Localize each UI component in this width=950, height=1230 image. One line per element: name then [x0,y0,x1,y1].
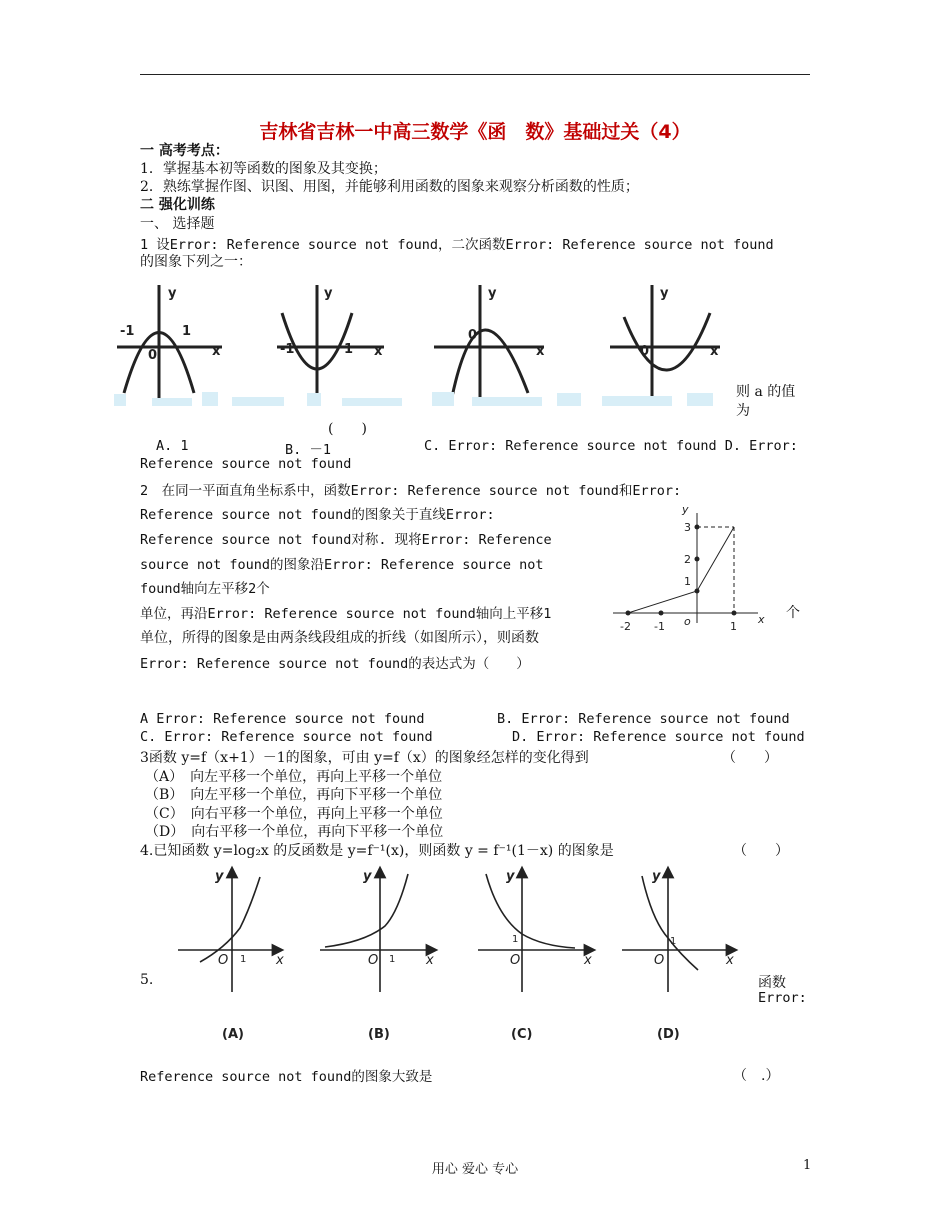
q4d-x: x [726,953,734,968]
q4a-y: y [215,869,224,884]
q2-line3: Reference source not found对称. 现将Error: Reference [140,532,552,548]
q2-fig-t1: 1 [684,575,691,588]
q3-opt-a: （A） 向左平移一个单位，再向上平移一个单位 [145,769,443,785]
q1-opt-cd: C. Error: Reference source not found D. Error: [424,438,798,454]
page-title: 吉林省吉林一中高三数学《函 数》基础过关（4） [259,121,691,143]
q2-fig-y: y [682,505,689,516]
q1a-pos1: 1 [182,324,192,339]
q1a-zero: 0 [148,348,158,363]
point-2: 2．熟练掌握作图、识图、用图，并能够利用函数的图象来观察分析函数的性质； [140,179,639,195]
q1b-neg1: -1 [280,342,295,357]
section2-heading: 二 强化训练 [140,197,215,213]
q5-tail1: 函数 [758,975,786,991]
q1d-x: x [710,344,719,359]
q4-graph-c [478,872,590,992]
section2-sub: 一、 选择题 [140,216,215,232]
q4c-x: x [584,953,592,968]
q2-opt-c: C. Error: Reference source not found [140,729,433,745]
q1-paren: ( ) [328,421,367,437]
header-rule [140,74,810,75]
q3-paren: （ ） [722,750,778,766]
q4d-o: O [654,953,665,968]
q1c-zero: 0 [468,328,478,343]
q4c-one: 1 [512,934,519,945]
q1b-y: y [324,286,333,301]
q2-opt-a: A Error: Reference source not found [140,711,425,727]
q1-tail2: 为 [736,403,750,419]
q1-opt-cont: Reference source not found [140,456,352,472]
q4b-o: O [368,953,379,968]
q5-tail2: Error: [758,990,807,1006]
footer-text: 用心 爱心 专心 [431,1162,519,1177]
q1-line2: 的图象下列之一： [140,254,252,270]
q2-line6: 单位，再沿Error: Reference source not found轴向上平移1 [140,606,552,622]
q1b-pos1: 1 [344,342,354,357]
q4-stem: 4.已知函数 y=log₂x 的反函数是 y=f⁻¹(x)，则函数 y = f⁻¹(1－x) 的图象是 [140,843,614,859]
q4d-caption: (D) [657,1027,680,1042]
q4b-y: y [363,869,372,884]
q2-fig-x1: 1 [730,620,737,633]
scan-artifact-band [112,388,727,406]
q1-graph-c [434,285,544,400]
page-number: 1 [803,1158,812,1173]
q3-opt-c: （C） 向右平移一个单位，再向上平移一个单位 [145,806,443,822]
q2-fig-t2: 2 [684,553,691,566]
q1b-x: x [374,344,383,359]
q4b-one: 1 [389,954,396,965]
q5-paren: （ .） [733,1068,780,1084]
q1c-x: x [536,344,545,359]
q1-opt-b: B. －1 [285,442,332,458]
q2-fig-x: x [758,613,765,626]
q4-graph-d [622,872,732,992]
q2-fig-xm1: -1 [654,620,665,633]
q4a-caption: (A) [222,1027,244,1042]
q4b-x: x [426,953,434,968]
q5-line: Reference source not found的图象大致是 [140,1069,433,1085]
q2-line4: source not found的图象沿Error: Reference source not [140,557,544,573]
q1-graph-a [117,285,222,400]
q4-paren: （ ） [733,843,789,859]
q4d-y: y [652,869,661,884]
point-1: 1．掌握基本初等函数的图象及其变换； [140,161,387,177]
q3-opt-d: （D） 向右平移一个单位，再向下平移一个单位 [145,824,444,840]
q1-tail1: 则 a 的值 [736,384,796,400]
q4a-o: O [218,953,229,968]
q4b-caption: (B) [368,1027,390,1042]
q1a-x: x [212,344,221,359]
q4c-y: y [506,869,515,884]
q4-graphs [170,862,740,1047]
q1c-y: y [488,286,497,301]
q2-line1: 2 在同一平面直角坐标系中，函数Error: Reference source not found和Error: [140,483,682,499]
q5-num: 5. [140,972,154,988]
section1-heading: 一 高考考点： [140,143,229,159]
q3-stem: 3函数 y=f（x+1）－1的图象，可由 y=f（x）的图象经怎样的变化得到 [140,750,589,766]
q2-fig-t3: 3 [684,521,691,534]
q1d-y: y [660,286,669,301]
q2-figure [608,505,778,635]
q2-line8: Error: Reference source not found的表达式为（ ） [140,656,530,672]
q4a-one: 1 [240,954,247,965]
q4d-one: 1 [670,936,677,947]
q2-opt-b: B. Error: Reference source not found [497,711,790,727]
q2-fig-o: o [684,615,691,628]
q2-line2: Reference source not found的图象关于直线Error: [140,507,495,523]
q4-graph-b [320,872,432,992]
q4c-caption: (C) [511,1027,533,1042]
q2-line7: 单位，所得的图象是由两条线段组成的折线（如图所示），则函数 [140,630,539,646]
q4-graph-a [178,872,278,992]
q1a-neg1: -1 [120,324,135,339]
q1a-y: y [168,286,177,301]
q1-opt-a: A. 1 [156,438,189,454]
q2-line6b: 个 [786,605,800,621]
q3-opt-b: （B） 向左平移一个单位，再向下平移一个单位 [145,787,443,803]
q2-opt-d: D. Error: Reference source not found [512,729,805,745]
q1d-zero: 0 [640,344,650,359]
q1-line1: 1 设Error: Reference source not found，二次函数Error: Reference source not found [140,237,774,253]
q4c-o: O [510,953,521,968]
q2-fig-xm2: -2 [620,620,631,633]
q4a-x: x [276,953,284,968]
q1-graph-d [610,285,720,400]
q2-line5: found轴向左平移2个 [140,581,270,597]
